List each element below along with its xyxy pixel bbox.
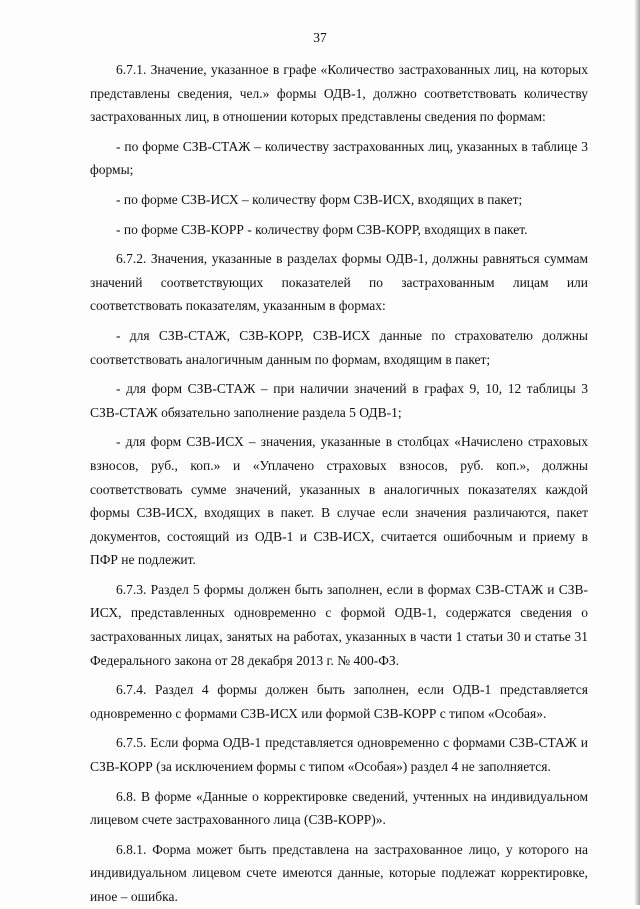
paragraph-6-8-1: 6.8.1. Форма может быть представлена на застрахованное лицо, у которого на индивидуальном лицевом счете имеются данные, которые подлежат корректировке, иное – ошибка. <box>90 841 588 904</box>
paragraph-6-7-5: 6.7.5. Если форма ОДВ-1 представляется одновременно с формами СЗВ-СТАЖ и СЗВ-КОРР (за исключением формы с типом «Особая») раздел 4 не заполняется. <box>90 735 588 775</box>
page-edge-shadow <box>634 0 640 905</box>
list-item-szv-isx-sums: - для форм СЗВ-ИСХ – значения, указанные в столбцах «Начислено страховых взносов, руб., коп.» и «Уплачено страховых взносов, руб. коп.», должны соответствовать сумме значений, указанных в аналогичных показателях каждой формы СЗВ-ИСХ, входящих в пакет. В случае если значения различаются, пакет документов, состоящий из ОДВ-1 и СЗВ-ИСХ, считается ошибочным и приему в ПФР не подлежит. <box>90 434 588 568</box>
list-item-szv-isx: - по форме СЗВ-ИСХ – количеству форм СЗВ-ИСХ, входящих в пакет; <box>116 191 523 207</box>
paragraph-6-7-4: 6.7.4. Раздел 4 формы должен быть заполнен, если ОДВ-1 представляется одновременно с формами СЗВ-ИСХ или формой СЗВ-КОРР с типом «Особая». <box>90 682 588 721</box>
paragraph-6-7-2: 6.7.2. Значения, указанные в разделах формы ОДВ-1, должны равняться суммам значений соответствующих показателей по застрахованным лицам или соответствовать показателям, указанным в формах: <box>90 251 588 314</box>
list-item-insurer-data: - для СЗВ-СТАЖ, СЗВ-КОРР, СЗВ-ИСХ данные по страхователю должны соответствовать аналогичным данным по формам, входящим в пакет; <box>90 327 588 367</box>
list-item-szv-stazh: - по форме СЗВ-СТАЖ – количеству застрахованных лиц, указанных в таблице 3 формы; <box>90 138 588 178</box>
paragraph-6-8: 6.8. В форме «Данные о корректировке сведений, учтенных на индивидуальном лицевом счете застрахованного лица (СЗВ-КОРР)». <box>90 788 588 828</box>
list-item-szv-korr: - по форме СЗВ-КОРР - количеству форм СЗВ-КОРР, входящих в пакет. <box>116 221 528 237</box>
document-body <box>90 58 588 909</box>
paragraph-6-7-3: 6.7.3. Раздел 5 формы должен быть заполнен, если в формах СЗВ-СТАЖ и СЗВ-ИСХ, представленных одновременно с формой ОДВ-1, содержатся сведения о застрахованных лицах, занятых на работах, указанных в части 1 статьи 30 и статье 31 Федерального закона от 28 декабря 2013 г. № 400-ФЗ. <box>90 581 588 668</box>
list-item-section-5: - для форм СЗВ-СТАЖ – при наличии значений в графах 9, 10, 12 таблицы 3 СЗВ-СТАЖ обязательно заполнение раздела 5 ОДВ-1; <box>90 381 588 420</box>
paragraph-6-7-1: 6.7.1. Значение, указанное в графе «Количество застрахованных лиц, на которых представлены сведения, чел.» формы ОДВ-1, должно соответствовать количеству застрахованных лиц, в отношении которых представлены сведения по формам: <box>90 62 588 125</box>
page-number: 37 <box>313 30 327 45</box>
